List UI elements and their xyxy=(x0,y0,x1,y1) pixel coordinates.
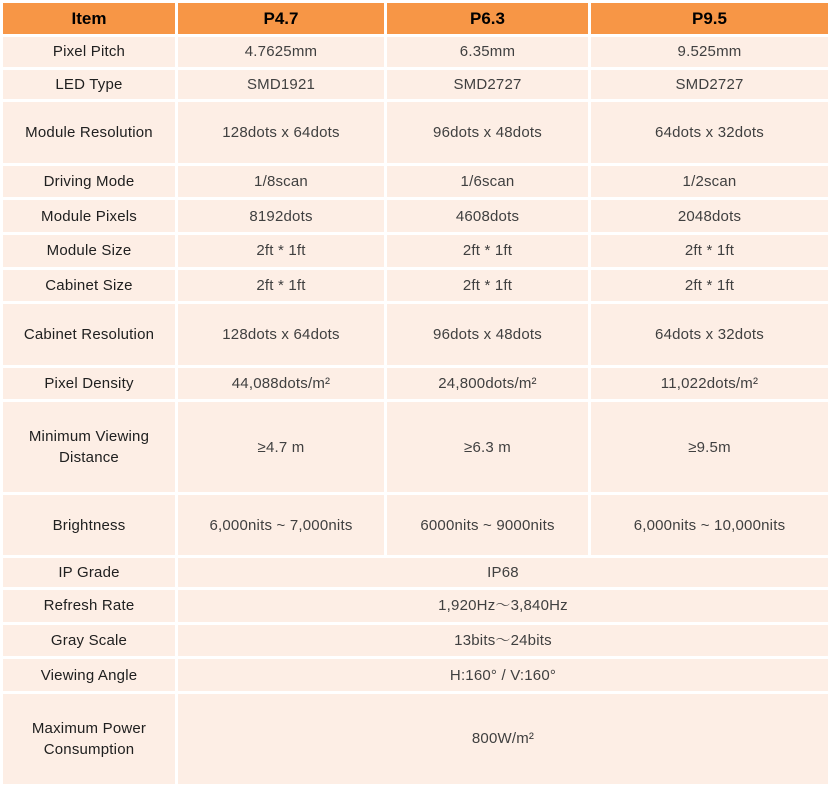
merged-value: H:160° / V:160° xyxy=(178,659,828,691)
cell-p4-7: 128dots x 64dots xyxy=(178,304,384,364)
table-row xyxy=(3,166,828,198)
cell-p6-3: 1/6scan xyxy=(387,166,588,198)
cell-p6-3: 2ft * 1ft xyxy=(387,270,588,302)
cell-p6-3: 24,800dots/m² xyxy=(387,368,588,400)
row-label: Cabinet Resolution xyxy=(3,304,175,364)
row-label: Brightness xyxy=(3,495,175,555)
merged-value: 13bits～24bits xyxy=(178,625,828,657)
cell-p4-7: 128dots x 64dots xyxy=(178,102,384,162)
header-p6-3: P6.3 xyxy=(387,3,588,34)
cell-p9-5: 2048dots xyxy=(591,200,828,232)
cell-p4-7: 44,088dots/m² xyxy=(178,368,384,400)
table-row xyxy=(3,102,828,162)
cell-p6-3: 4608dots xyxy=(387,200,588,232)
cell-p9-5: 11,022dots/m² xyxy=(591,368,828,400)
table-row xyxy=(3,270,828,302)
cell-p4-7: 2ft * 1ft xyxy=(178,270,384,302)
row-label: Refresh Rate xyxy=(3,590,175,622)
cell-p9-5: 1/2scan xyxy=(591,166,828,198)
table-row xyxy=(3,694,828,784)
row-label: Gray Scale xyxy=(3,625,175,657)
row-label: Viewing Angle xyxy=(3,659,175,691)
header-row xyxy=(3,3,828,34)
cell-p4-7: 4.7625mm xyxy=(178,37,384,67)
table-row xyxy=(3,625,828,657)
row-label: Minimum Viewing Distance xyxy=(3,402,175,492)
row-label: Maximum Power Consumption xyxy=(3,694,175,784)
row-label: Cabinet Size xyxy=(3,270,175,302)
cell-p4-7: 2ft * 1ft xyxy=(178,235,384,267)
row-label: IP Grade xyxy=(3,558,175,587)
table-row xyxy=(3,659,828,691)
table-row xyxy=(3,590,828,622)
cell-p9-5: 64dots x 32dots xyxy=(591,102,828,162)
cell-p9-5: 6,000nits ~ 10,000nits xyxy=(591,495,828,555)
cell-p6-3: 2ft * 1ft xyxy=(387,235,588,267)
cell-p6-3: 96dots x 48dots xyxy=(387,102,588,162)
cell-p9-5: 2ft * 1ft xyxy=(591,270,828,302)
row-label: LED Type xyxy=(3,70,175,100)
row-label: Pixel Density xyxy=(3,368,175,400)
cell-p6-3: 96dots x 48dots xyxy=(387,304,588,364)
table-row xyxy=(3,558,828,587)
table-row xyxy=(3,200,828,232)
table-row xyxy=(3,402,828,492)
table-row xyxy=(3,368,828,400)
cell-p4-7: 8192dots xyxy=(178,200,384,232)
cell-p4-7: 6,000nits ~ 7,000nits xyxy=(178,495,384,555)
cell-p4-7: ≥4.7 m xyxy=(178,402,384,492)
header-p9-5: P9.5 xyxy=(591,3,828,34)
header-p4-7: P4.7 xyxy=(178,3,384,34)
cell-p6-3: 6.35mm xyxy=(387,37,588,67)
row-label: Module Resolution xyxy=(3,102,175,162)
table-row xyxy=(3,495,828,555)
cell-p9-5: 2ft * 1ft xyxy=(591,235,828,267)
table-row xyxy=(3,70,828,100)
row-label: Pixel Pitch xyxy=(3,37,175,67)
cell-p4-7: SMD1921 xyxy=(178,70,384,100)
merged-value: 1,920Hz～3,840Hz xyxy=(178,590,828,622)
header-item: Item xyxy=(3,3,175,34)
cell-p6-3: 6000nits ~ 9000nits xyxy=(387,495,588,555)
cell-p9-5: 64dots x 32dots xyxy=(591,304,828,364)
cell-p9-5: ≥9.5m xyxy=(591,402,828,492)
row-label: Driving Mode xyxy=(3,166,175,198)
table-row xyxy=(3,304,828,364)
cell-p6-3: SMD2727 xyxy=(387,70,588,100)
table-row xyxy=(3,37,828,67)
merged-value: IP68 xyxy=(178,558,828,587)
cell-p9-5: 9.525mm xyxy=(591,37,828,67)
cell-p6-3: ≥6.3 m xyxy=(387,402,588,492)
table-row xyxy=(3,235,828,267)
cell-p9-5: SMD2727 xyxy=(591,70,828,100)
merged-value: 800W/m² xyxy=(178,694,828,784)
row-label: Module Size xyxy=(3,235,175,267)
row-label: Module Pixels xyxy=(3,200,175,232)
cell-p4-7: 1/8scan xyxy=(178,166,384,198)
